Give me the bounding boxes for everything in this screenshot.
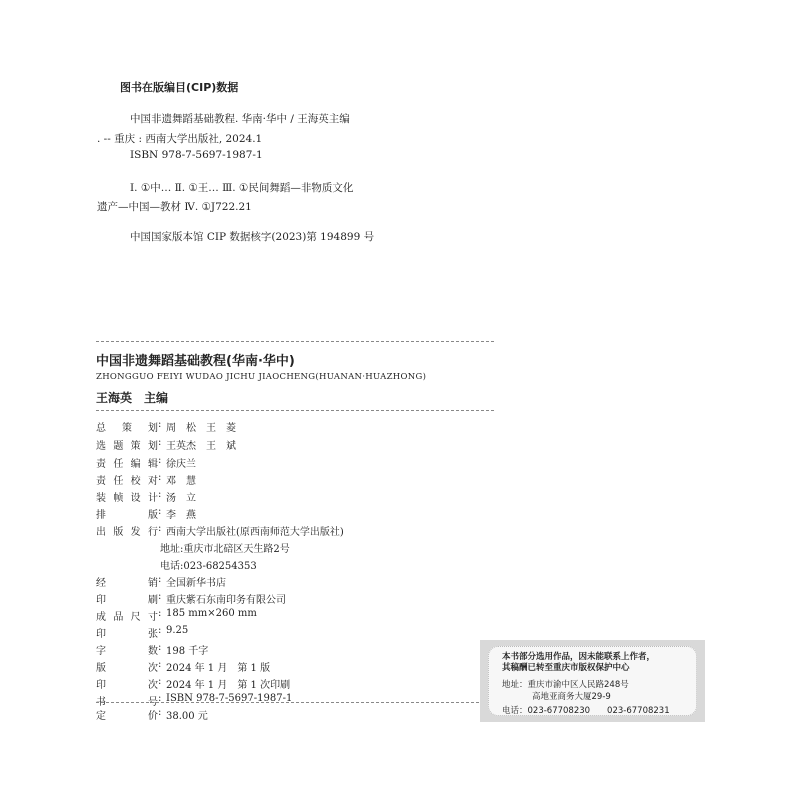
credit-label: 总 策 划 <box>96 423 158 434</box>
credit-label: 经 销 <box>96 578 158 589</box>
notice-line-2: 其稿酬已转至重庆市版权保护中心 <box>502 663 630 673</box>
credit-value: 9.25 <box>166 625 189 636</box>
credit-value: 2024 年 1 月 第 1 版 <box>166 663 271 674</box>
credit-value: 汤 立 <box>166 493 196 504</box>
credit-value: 198 千字 <box>166 646 209 657</box>
credit-row: 出 版 发 行 : 西南大学出版社(原西南师范大学出版社) <box>96 523 344 538</box>
cip-title-line: 中国非遗舞蹈基础教程. 华南·华中 / 王海英主编 <box>130 113 350 125</box>
credit-label: 装 帧 设 计 <box>96 493 158 504</box>
credit-row: 书 号 : ISBN 978-7-5697-1987-1 <box>96 693 293 708</box>
credit-label: 排 版 <box>96 510 158 521</box>
book-editor: 王海英 主编 <box>96 391 169 405</box>
price-label: 定 价 <box>96 711 158 722</box>
credit-row: 选 题 策 划 : 王英杰 王 斌 <box>96 437 236 452</box>
credit-label: 书 号 <box>96 697 158 708</box>
cip-heading: 图书在版编目(CIP)数据 <box>120 81 239 94</box>
credit-label: 成 品 尺 寸 <box>96 612 158 623</box>
credit-row: 责 任 校 对 : 邓 慧 <box>96 472 196 487</box>
credit-value: 邓 慧 <box>166 476 196 487</box>
cip-isbn-line: ISBN 978-7-5697-1987-1 <box>130 149 263 161</box>
credit-value: 王英杰 王 斌 <box>166 441 236 452</box>
credit-label: 字 数 <box>96 646 158 657</box>
price-row: 定 价 : 38.00 元 <box>96 707 208 722</box>
credit-label: 版 次 <box>96 663 158 674</box>
credit-row <box>160 557 257 572</box>
credit-label: 选 题 策 划 <box>96 441 158 452</box>
copyright-notice-box <box>480 640 705 722</box>
divider-top <box>96 341 494 342</box>
notice-address-1: 地址：重庆市渝中区人民路248号 <box>502 680 629 690</box>
credit-value: 徐庆兰 <box>166 459 196 470</box>
cip-verification: 中国国家版本馆 CIP 数据核字(2023)第 194899 号 <box>130 231 375 243</box>
credit-row: 字 数 : 198 千字 <box>96 642 209 657</box>
credit-value: 李 燕 <box>166 510 196 521</box>
credit-label: 出 版 发 行 <box>96 527 158 538</box>
credit-value: 西南大学出版社(原西南师范大学出版社) <box>166 527 344 538</box>
notice-line-1: 本书部分选用作品，因未能联系上作者， <box>502 652 656 662</box>
credit-row: 装 帧 设 计 : 汤 立 <box>96 489 196 504</box>
credit-row: 版 次 : 2024 年 1 月 第 1 版 <box>96 659 271 674</box>
credit-value: 2024 年 1 月 第 1 次印刷 <box>166 680 291 691</box>
divider-middle <box>96 410 494 411</box>
notice-address-2: 高地亚商务大厦29-9 <box>532 692 611 702</box>
credit-label: 印 次 <box>96 680 158 691</box>
credit-row: 经 销 : 全国新华书店 <box>96 574 226 589</box>
credit-label: 责 任 编 辑 <box>96 459 158 470</box>
book-title-pinyin: ZHONGGUO FEIYI WUDAO JICHU JIAOCHENG(HUANAN·HUAZHONG) <box>96 372 427 382</box>
credit-value: ISBN 978-7-5697-1987-1 <box>166 693 293 704</box>
credit-label: 印 刷 <box>96 595 158 606</box>
price-value: 38.00 元 <box>166 711 208 722</box>
cip-classification-1: Ⅰ. ①中… Ⅱ. ①王… Ⅲ. ①民间舞蹈—非物质文化 <box>130 182 354 194</box>
credit-row: 责 任 编 辑 : 徐庆兰 <box>96 455 196 470</box>
credit-row: 成 品 尺 寸 : 185 mm×260 mm <box>96 608 257 623</box>
credit-row: 总 策 划 : 周 松 王 菱 <box>96 419 236 434</box>
credit-row: 印 刷 : 重庆紫石东南印务有限公司 <box>96 591 286 606</box>
credit-row: 排 版 : 李 燕 <box>96 506 196 521</box>
credit-label: 印 张 <box>96 629 158 640</box>
divider-bottom <box>96 702 494 703</box>
credit-value: 周 松 王 菱 <box>166 423 236 434</box>
publisher-phone: 电话:023-68254353 <box>160 561 257 572</box>
book-title: 中国非遗舞蹈基础教程(华南·华中) <box>96 354 295 369</box>
cip-classification-2: 遗产—中国—教材 Ⅳ. ①J722.21 <box>97 201 252 213</box>
publisher-address: 地址:重庆市北碚区天生路2号 <box>160 544 290 555</box>
credit-label: 责 任 校 对 <box>96 476 158 487</box>
credit-value: 185 mm×260 mm <box>166 608 257 619</box>
notice-phone: 电话：023-67708230 023-67708231 <box>502 706 670 716</box>
cip-publisher-line: . -- 重庆 : 西南大学出版社, 2024.1 <box>97 133 263 145</box>
credit-row: 印 张 : 9.25 <box>96 625 189 640</box>
credit-row <box>160 540 290 555</box>
credit-row: 印 次 : 2024 年 1 月 第 1 次印刷 <box>96 676 291 691</box>
credit-value: 重庆紫石东南印务有限公司 <box>166 595 286 606</box>
credit-value: 全国新华书店 <box>166 578 226 589</box>
